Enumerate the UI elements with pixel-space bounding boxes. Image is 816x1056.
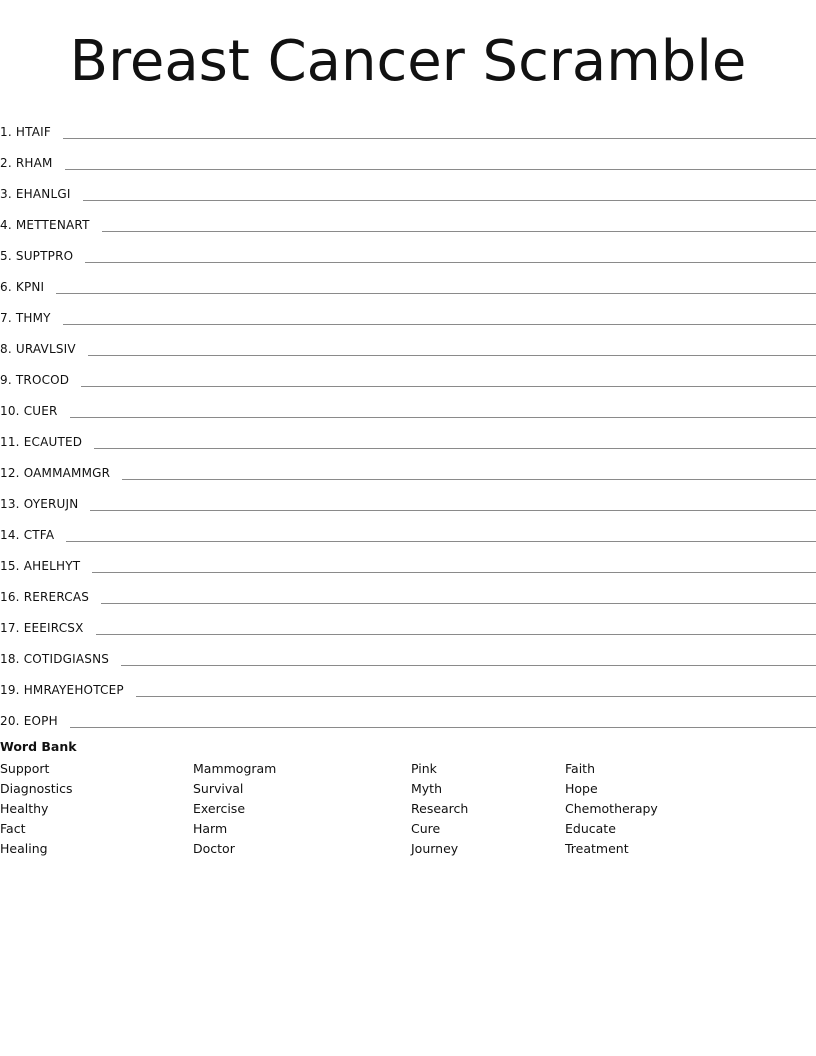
word-bank-word: Journey [411,841,459,856]
puzzle-row [0,203,816,234]
puzzle-number: 12. [0,466,20,480]
word-bank [0,739,816,869]
puzzle-row [0,110,816,141]
puzzle-number: 19. [0,683,20,697]
word-bank-word: Educate [565,821,616,836]
puzzle-row [0,296,816,327]
scrambled-word [0,621,84,637]
puzzle-row [0,327,816,358]
scrambled-letters: RERERCAS [23,590,90,604]
word-bank-column [193,759,276,859]
puzzle-row [0,606,816,637]
answer-line[interactable] [92,571,816,573]
word-bank-word: Survival [193,781,244,796]
scrambled-letters: HMRAYEHOTCEP [23,683,124,697]
answer-line[interactable] [96,633,816,635]
scrambled-letters: HTAIF [15,125,51,139]
scrambled-letters: CUER [23,404,58,418]
answer-line[interactable] [122,478,816,480]
answer-line[interactable] [88,354,816,356]
word-bank-word: Myth [411,781,443,796]
puzzle-row [0,668,816,699]
scrambled-word [0,249,73,265]
word-bank-word: Harm [193,821,228,836]
scrambled-word [0,404,58,420]
puzzle-number: 15. [0,559,20,573]
scrambled-word [0,528,54,544]
puzzle-row [0,637,816,668]
word-bank-column [565,759,658,859]
word-bank-word: Chemotherapy [565,801,658,816]
word-bank-word: Healing [0,841,48,856]
answer-line[interactable] [85,261,816,263]
scrambled-letters: EEEIRCSX [23,621,84,635]
scrambled-word [0,497,78,513]
scrambled-letters: TROCOD [15,373,70,387]
answer-line[interactable] [63,137,816,139]
answer-line[interactable] [136,695,816,697]
puzzle-number: 13. [0,497,20,511]
puzzle-number: 9. [0,373,12,387]
puzzle-row [0,513,816,544]
word-bank-word: Exercise [193,801,246,816]
scrambled-word [0,342,76,358]
scrambled-letters: EOPH [23,714,58,728]
answer-line[interactable] [70,726,816,728]
puzzle-row [0,389,816,420]
scrambled-word [0,125,51,141]
puzzle-row [0,234,816,265]
answer-line[interactable] [94,447,816,449]
word-bank-word: Research [411,801,469,816]
answer-line[interactable] [81,385,816,387]
scrambled-letters: OAMMAMMGR [23,466,111,480]
puzzle-number: 7. [0,311,12,325]
scrambled-letters: THMY [15,311,51,325]
word-bank-word: Fact [0,821,26,836]
puzzle-number: 8. [0,342,12,356]
answer-line[interactable] [121,664,816,666]
puzzle-list [0,110,816,730]
puzzle-number: 6. [0,280,12,294]
puzzle-row [0,172,816,203]
scrambled-letters: EHANLGI [15,187,71,201]
puzzle-number: 18. [0,652,20,666]
answer-line[interactable] [102,230,816,232]
puzzle-row [0,482,816,513]
puzzle-number: 4. [0,218,12,232]
scrambled-letters: CTFA [23,528,55,542]
word-bank-word: Healthy [0,801,49,816]
scrambled-word [0,311,51,327]
scrambled-word [0,187,71,203]
scrambled-word [0,652,109,668]
scrambled-letters: COTIDGIASNS [23,652,110,666]
word-bank-word: Mammogram [193,761,277,776]
scrambled-letters: METTENART [15,218,90,232]
puzzle-number: 10. [0,404,20,418]
scrambled-letters: RHAM [15,156,53,170]
puzzle-row [0,358,816,389]
scrambled-letters: OYERUJN [23,497,79,511]
word-bank-word: Hope [565,781,598,796]
answer-line[interactable] [66,540,816,542]
puzzle-number: 1. [0,125,12,139]
scrambled-word [0,218,90,234]
scrambled-letters: KPNI [15,280,45,294]
scrambled-word [0,373,69,389]
word-bank-grid [0,759,816,869]
answer-line[interactable] [65,168,816,170]
word-bank-title: Word Bank [0,739,77,754]
scrambled-letters: ECAUTED [23,435,83,449]
puzzle-row [0,544,816,575]
word-bank-word: Diagnostics [0,781,73,796]
puzzle-number: 11. [0,435,20,449]
puzzle-row [0,575,816,606]
scrambled-word [0,156,53,172]
puzzle-row [0,141,816,172]
puzzle-number: 20. [0,714,20,728]
answer-line[interactable] [70,416,816,418]
scrambled-word [0,714,58,730]
scrambled-word [0,683,124,699]
scrambled-word [0,280,44,296]
scrambled-word [0,559,80,575]
answer-line[interactable] [83,199,816,201]
word-bank-column [411,759,468,859]
scrambled-word [0,466,110,482]
scrambled-letters: URAVLSIV [15,342,76,356]
word-bank-word: Treatment [565,841,629,856]
puzzle-number: 16. [0,590,20,604]
puzzle-number: 2. [0,156,12,170]
word-bank-word: Doctor [193,841,235,856]
answer-line[interactable] [101,602,816,604]
puzzle-number: 17. [0,621,20,635]
answer-line[interactable] [56,292,816,294]
word-bank-column [0,759,73,859]
puzzle-number: 3. [0,187,12,201]
answer-line[interactable] [90,509,816,511]
word-bank-word: Faith [565,761,595,776]
page-title: Breast Cancer Scramble [69,29,747,94]
word-bank-word: Pink [411,761,437,776]
puzzle-row [0,451,816,482]
scrambled-letters: SUPTPRO [15,249,74,263]
word-bank-word: Cure [411,821,441,836]
puzzle-number: 14. [0,528,20,542]
puzzle-row [0,699,816,730]
scrambled-word [0,590,89,606]
scrambled-word [0,435,82,451]
word-bank-word: Support [0,761,50,776]
answer-line[interactable] [63,323,816,325]
puzzle-row [0,420,816,451]
puzzle-number: 5. [0,249,12,263]
puzzle-row [0,265,816,296]
scrambled-letters: AHELHYT [23,559,81,573]
